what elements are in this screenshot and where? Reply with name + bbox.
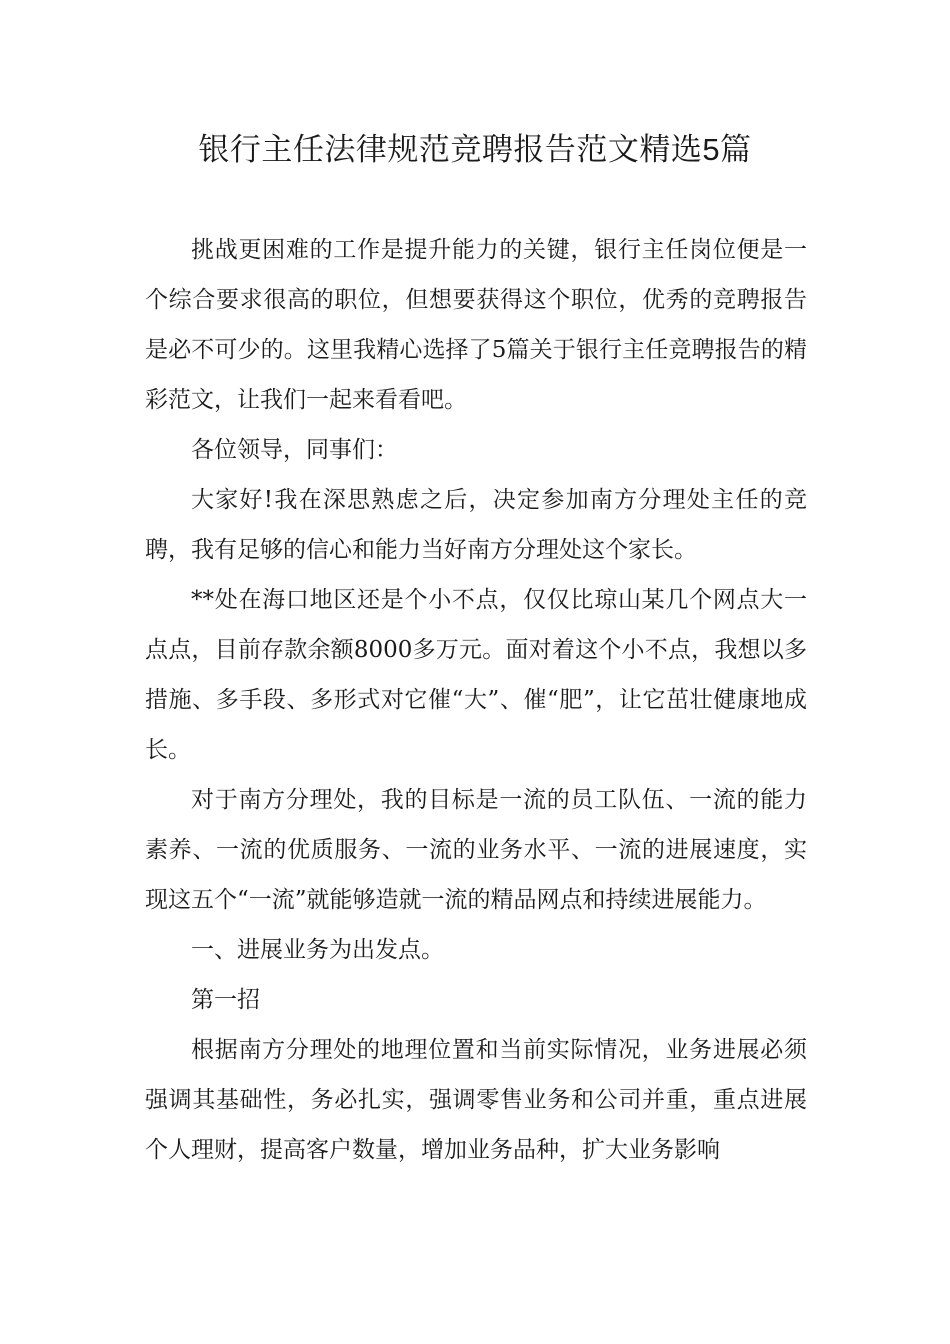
section-heading-1: 一、进展业务为出发点。 xyxy=(191,937,444,963)
paragraph-first-move: 根据南方分理处的地理位置和当前实际情况，业务进展必须强调其基础性，务必扎实，强调零售业务和公司并重，重点进展个人理财，提高客户数量，增加业务品种，扩大业务影响 xyxy=(145,1037,807,1163)
subsection-heading-1: 第一招 xyxy=(191,987,260,1013)
paragraph-salutation: 各位领导，同事们： xyxy=(191,437,398,463)
paragraph-greeting: 大家好!我在深思熟虑之后，决定参加南方分理处主任的竞聘，我有足够的信心和能力当好南方分理处这个家长。 xyxy=(145,487,807,563)
document-title: 银行主任法律规范竞聘报告范文精选5篇 xyxy=(198,132,752,167)
paragraph-intro: 挑战更困难的工作是提升能力的关键，银行主任岗位便是一个综合要求很高的职位，但想要获得这个职位，优秀的竞聘报告是必不可少的。这里我精心选择了5篇关于银行主任竞聘报告的精彩范文，让我们一起来看看吧。 xyxy=(145,237,807,413)
document-body xyxy=(145,225,807,1175)
paragraph-goals: 对于南方分理处，我的目标是一流的员工队伍、一流的能力素养、一流的优质服务、一流的业务水平、一流的进展速度，实现这五个“一流”就能够造就一流的精品网点和持续进展能力。 xyxy=(145,787,807,913)
paragraph-branch-status: **处在海口地区还是个小不点，仅仅比琼山某几个网点大一点点，目前存款余额8000多万元。面对着这个小不点，我想以多措施、多手段、多形式对它催“大”、催“肥”，让它茁壮健康地成长。 xyxy=(145,587,807,763)
